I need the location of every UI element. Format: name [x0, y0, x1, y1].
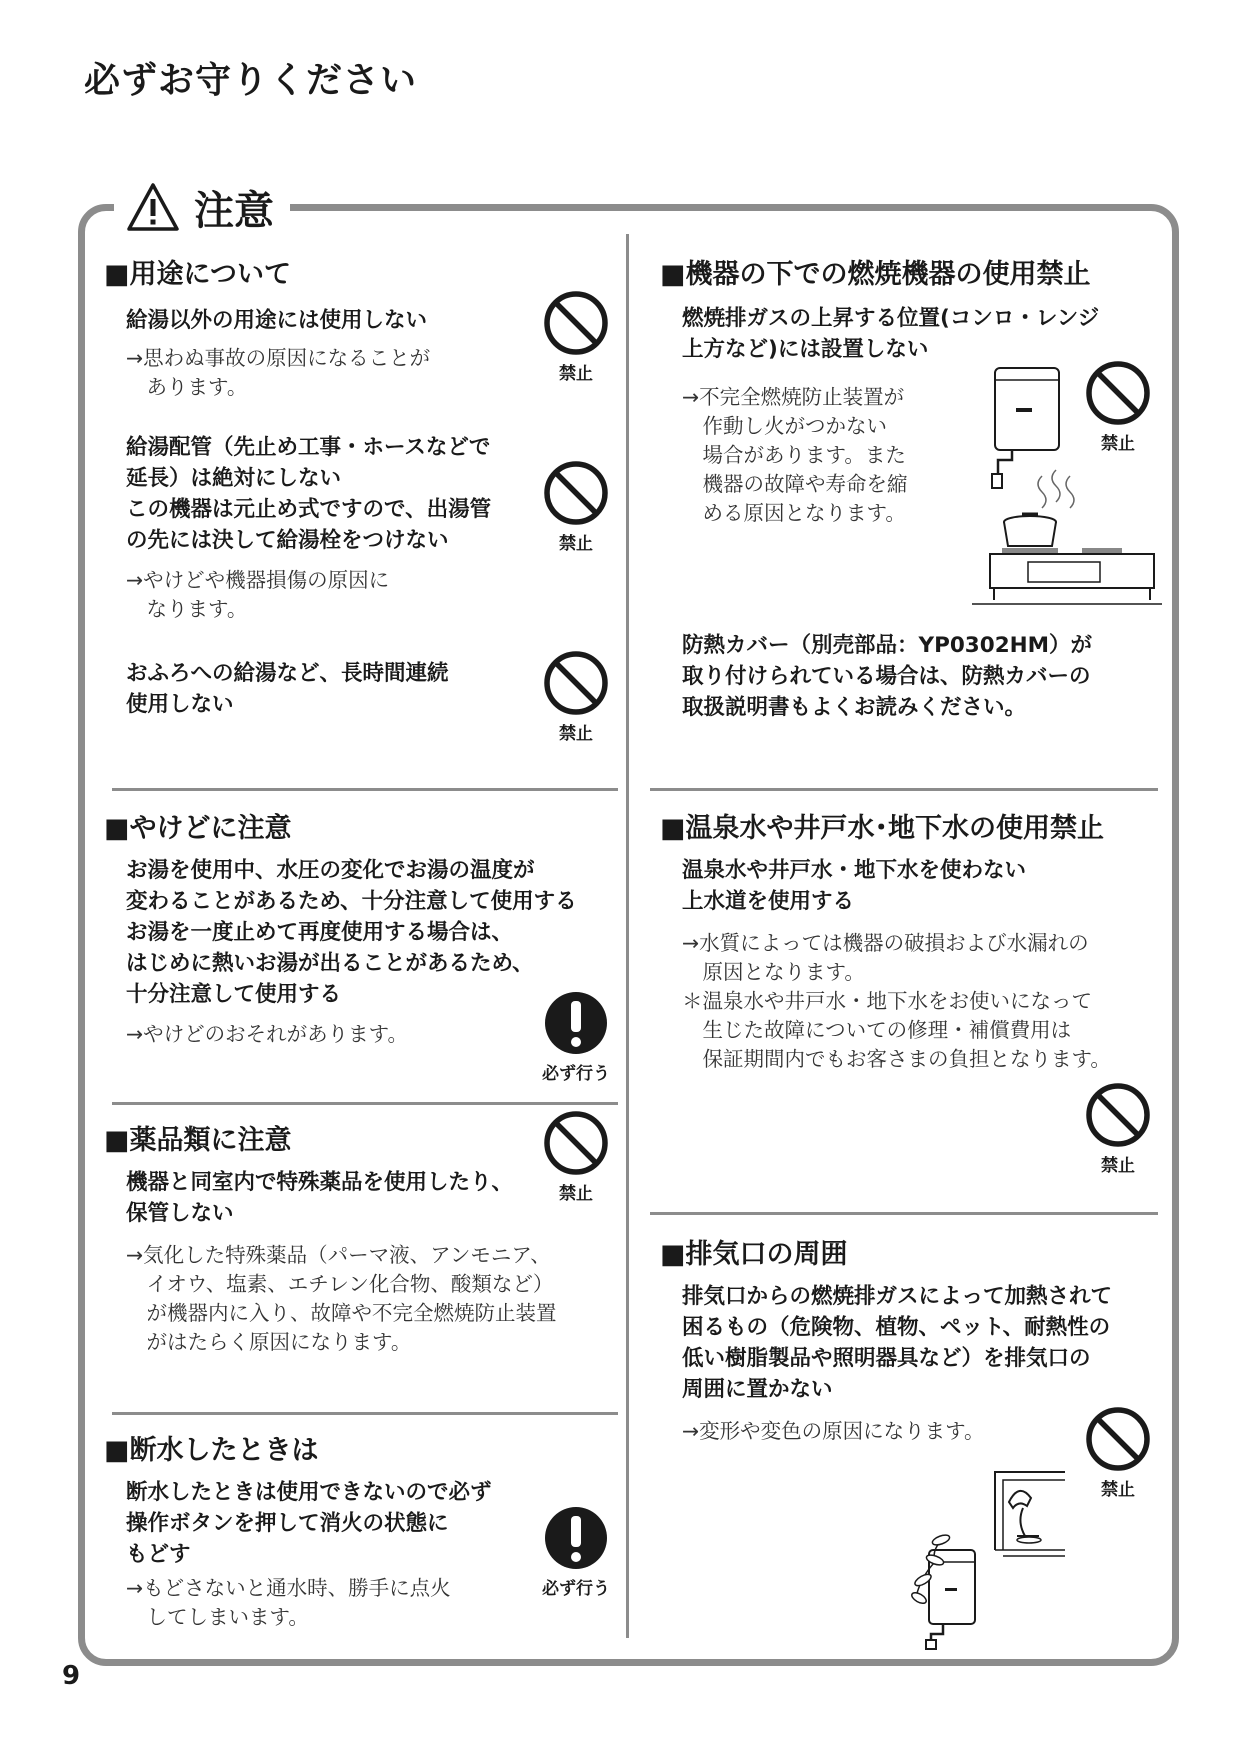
prohibit-icon	[543, 650, 609, 716]
prohibit-label: 禁止	[1101, 434, 1135, 454]
column-divider	[626, 234, 629, 1638]
caution-heading	[114, 176, 290, 238]
section-divider	[112, 788, 618, 791]
note-text: →もどさないと通水時、勝手に点火	[126, 1576, 451, 1600]
main-text: 低い樹脂製品や照明器具など）を排気口の	[682, 1346, 1091, 1371]
section-divider	[650, 1212, 1158, 1215]
main-text: 機器と同室内で特殊薬品を使用したり、	[126, 1170, 514, 1195]
note-text: イオウ、塩素、エチレン化合物、酸類など）	[126, 1272, 554, 1296]
section-divider	[650, 788, 1158, 791]
prohibit-label: 禁止	[1101, 1156, 1135, 1176]
main-text: 十分注意して使用する	[126, 982, 342, 1007]
main-text: 防熱カバー（別売部品：YP0302HM）が	[682, 633, 1093, 658]
prohibit-icon	[1085, 360, 1151, 426]
note-text: ＊温泉水や井戸水・地下水をお使いになって	[682, 989, 1092, 1013]
prohibit-symbol	[537, 290, 615, 384]
section-chemicals	[104, 1118, 557, 1357]
main-text: 温泉水や井戸水・地下水を使わない	[682, 858, 1027, 883]
note-text: 作動し火がつかない	[682, 414, 887, 438]
prohibit-icon	[543, 290, 609, 356]
note-text: 場合があります。また	[682, 443, 906, 467]
main-text: 燃焼排ガスの上昇する位置(コンロ・レンジ	[682, 306, 1100, 331]
main-text: この機器は元止め式ですので、出湯管	[126, 497, 492, 522]
main-text: 断水したときは使用できないので必ず	[126, 1480, 492, 1505]
note-text: →思わぬ事故の原因になることが	[126, 346, 431, 370]
note-text: →やけどや機器損傷の原因に	[126, 568, 390, 592]
main-text: もどす	[126, 1542, 191, 1567]
prohibit-symbol	[537, 650, 615, 744]
main-text: お湯を使用中、水圧の変化でお湯の温度が	[126, 858, 535, 883]
main-text: 排気口からの燃焼排ガスによって加熱されて	[682, 1284, 1113, 1309]
main-text: の先には決して給湯栓をつけない	[126, 528, 449, 553]
section-title: ■やけどに注意	[104, 813, 292, 844]
section-title: ■用途について	[104, 259, 291, 290]
exclamation-icon	[543, 1505, 609, 1571]
section-title: ■温泉水や井戸水･地下水の使用禁止	[660, 813, 1105, 844]
main-text: 周囲に置かない	[682, 1377, 833, 1402]
main-text: おふろへの給湯など、長時間連続	[126, 661, 449, 686]
prohibit-symbol	[1079, 1406, 1157, 1500]
main-text: 上水道を使用する	[682, 889, 855, 914]
section-title: ■排気口の周囲	[660, 1239, 848, 1270]
note-text: してしまいます。	[126, 1605, 309, 1629]
prohibit-symbol	[1079, 360, 1157, 454]
prohibit-icon	[543, 460, 609, 526]
section-water-outage	[104, 1428, 492, 1632]
page-number: 9	[62, 1661, 81, 1691]
caution-label: 注意	[194, 187, 274, 234]
note-text: なります。	[126, 597, 248, 621]
section-hot-spring-water	[660, 806, 1111, 1074]
section-usage	[104, 252, 491, 720]
prohibit-symbol	[1079, 1082, 1157, 1176]
must-do-symbol	[537, 1505, 615, 1599]
must-do-label: 必ず行う	[542, 1064, 610, 1084]
main-text: 取扱説明書もよくお読みください。	[682, 695, 1027, 720]
prohibit-label: 禁止	[559, 364, 593, 384]
prohibit-label: 禁止	[559, 1184, 593, 1204]
main-text: 取り付けられている場合は、防熱カバーの	[682, 664, 1091, 689]
note-text: 生じた故障についての修理・補償費用は	[682, 1018, 1072, 1042]
exhaust-surroundings-illustration	[905, 1470, 1065, 1650]
warning-triangle-icon	[126, 182, 180, 232]
prohibit-label: 禁止	[559, 534, 593, 554]
section-exhaust	[660, 1232, 1112, 1446]
section-title: ■薬品類に注意	[104, 1125, 292, 1156]
note-text: →やけどのおそれがあります。	[126, 1022, 409, 1046]
prohibit-icon	[1085, 1082, 1151, 1148]
note-text: →不完全燃焼防止装置が	[682, 385, 905, 409]
note-text: 保証期間内でもお客さまの負担となります。	[682, 1047, 1111, 1071]
page-title: 必ずお守りください	[84, 60, 418, 101]
section-divider	[112, 1102, 618, 1105]
note-text: →気化した特殊薬品（パーマ液、アンモニア、	[126, 1243, 551, 1267]
main-text: 困るもの（危険物、植物、ペット、耐熱性の	[682, 1315, 1111, 1340]
note-text: →水質によっては機器の破損および水漏れの	[682, 931, 1089, 955]
note-text: 機器の故障や寿命を縮	[682, 472, 908, 496]
main-text: 上方など)には設置しない	[682, 337, 929, 362]
main-text: 給湯以外の用途には使用しない	[126, 308, 428, 333]
prohibit-icon	[543, 1110, 609, 1176]
note-text: 原因となります。	[682, 960, 865, 984]
must-do-symbol	[537, 990, 615, 1084]
main-text: 変わることがあるため、十分注意して使用する	[126, 889, 577, 914]
prohibit-symbol	[537, 1110, 615, 1204]
main-text: 保管しない	[126, 1201, 234, 1226]
main-text: 使用しない	[126, 692, 234, 717]
exclamation-icon	[543, 990, 609, 1056]
main-text: お湯を一度止めて再度使用する場合は、	[126, 920, 514, 945]
prohibit-symbol	[537, 460, 615, 554]
main-text: はじめに熱いお湯が出ることがあるため、	[126, 951, 534, 976]
prohibit-icon	[1085, 1406, 1151, 1472]
main-text: 延長）は絶対にしない	[126, 466, 342, 491]
note-text: →変形や変色の原因になります。	[682, 1419, 985, 1443]
note-text: がはたらく原因になります。	[126, 1330, 412, 1354]
note-text: める原因となります。	[682, 501, 906, 525]
note-text: あります。	[126, 375, 248, 399]
main-text: 操作ボタンを押して消火の状態に	[126, 1511, 449, 1536]
section-divider	[112, 1412, 618, 1415]
prohibit-label: 禁止	[1101, 1480, 1135, 1500]
note-text: が機器内に入り、故障や不完全燃焼防止装置	[126, 1301, 557, 1325]
must-do-label: 必ず行う	[542, 1579, 610, 1599]
main-text: 給湯配管（先止め工事・ホースなどで	[126, 435, 491, 460]
section-title: ■断水したときは	[104, 1435, 319, 1466]
prohibit-label: 禁止	[559, 724, 593, 744]
section-title: ■機器の下での燃焼機器の使用禁止	[660, 259, 1091, 290]
section-burn	[104, 806, 577, 1049]
